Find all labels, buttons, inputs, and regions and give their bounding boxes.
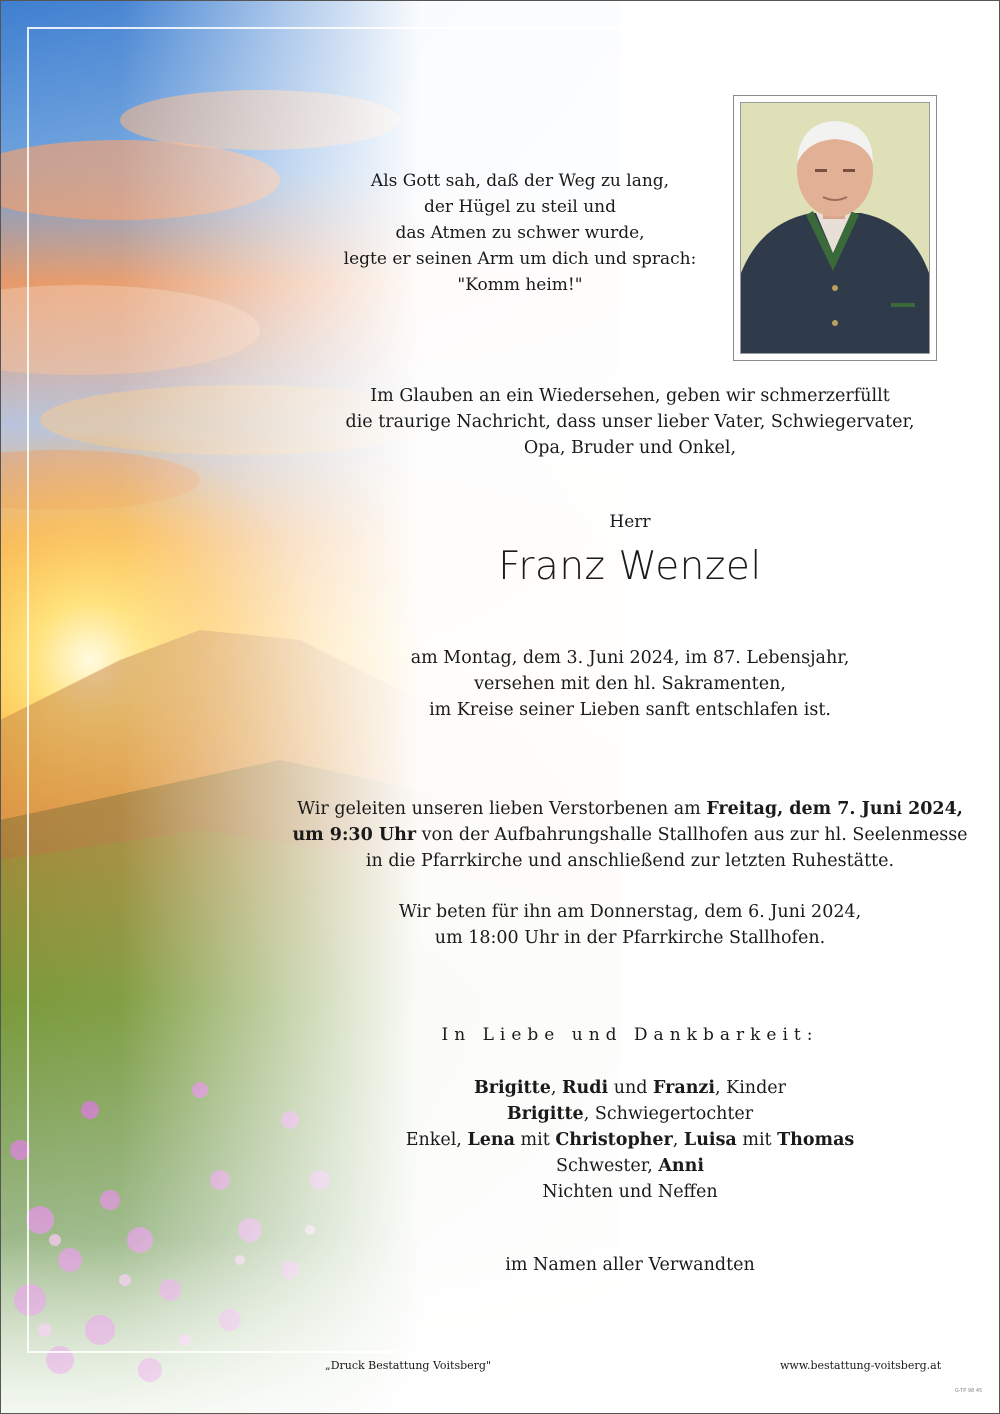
- relatives-line: im Namen aller Verwandten: [505, 1255, 755, 1275]
- mourner-name: Brigitte: [473, 1078, 551, 1098]
- mourner-text: Enkel,: [405, 1130, 468, 1150]
- funeral-line: in die Pfarrkirche und anschließend zur letzten Ruhestätte.: [365, 851, 895, 871]
- poem-line: der Hügel zu steil und: [423, 197, 616, 217]
- mourner-name: Anni: [658, 1156, 705, 1176]
- print-code: G-TP 98 45: [955, 1388, 983, 1394]
- mourner-name: Franzi: [653, 1078, 716, 1098]
- intro-line: die traurige Nachricht, dass unser lieber Vater, Schwiegervater,: [345, 412, 915, 432]
- mourner-text: und: [608, 1078, 654, 1098]
- mourner-name: Luisa: [683, 1130, 737, 1150]
- website-link[interactable]: www.bestattung-voitsberg.at: [780, 1359, 942, 1372]
- mourner-text: ,: [550, 1078, 562, 1098]
- death-line: im Kreise seiner Lieben sanft entschlafen ist.: [429, 700, 831, 720]
- funeral-time: um 9:30 Uhr: [292, 825, 417, 845]
- prayer-details: [360, 899, 900, 951]
- poem-line: das Atmen zu schwer wurde,: [395, 223, 645, 243]
- death-line: versehen mit den hl. Sakramenten,: [474, 674, 786, 694]
- funeral-text: Wir geleiten unseren lieben Verstorbenen am: [297, 799, 707, 819]
- prayer-line: Wir beten für ihn am Donnerstag, dem 6. Juni 2024,: [398, 902, 862, 922]
- mourners-line: [360, 1127, 900, 1153]
- thanks-heading: In Liebe und Dankbarkeit:: [441, 1025, 819, 1045]
- intro-line: Opa, Bruder und Onkel,: [523, 438, 737, 458]
- funeral-details: [290, 796, 970, 874]
- prayer-line: um 18:00 Uhr in der Pfarrkirche Stallhofen.: [434, 928, 826, 948]
- funeral-line: [290, 796, 970, 822]
- salutation: Herr: [609, 512, 651, 532]
- printer-credit: „Druck Bestattung Voitsberg": [325, 1359, 491, 1372]
- mourner-text: Schwester,: [555, 1156, 659, 1176]
- mourner-name: Christopher: [555, 1130, 673, 1150]
- mourner-text: mit: [736, 1130, 778, 1150]
- mourners-line: [360, 1153, 900, 1179]
- deceased-name: Franz Wenzel: [498, 544, 762, 589]
- mourner-name: Rudi: [561, 1078, 609, 1098]
- mourner-text: , Schwiegertochter: [583, 1104, 754, 1124]
- announcement-intro: [330, 383, 930, 461]
- mourners-list: [360, 1075, 900, 1205]
- intro-line: Im Glauben an ein Wiedersehen, geben wir schmerzerfüllt: [370, 386, 890, 406]
- funeral-date: Freitag, dem 7. Juni 2024,: [706, 799, 963, 819]
- death-line: am Montag, dem 3. Juni 2024, im 87. Lebensjahr,: [410, 648, 850, 668]
- mourners-line: [360, 1101, 900, 1127]
- poem-line: Als Gott sah, daß der Weg zu lang,: [370, 171, 670, 191]
- portrait-frame: [733, 95, 937, 361]
- funeral-text: von der Aufbahrungshalle Stallhofen aus zur hl. Seelenmesse: [416, 825, 968, 845]
- mourners-line: Nichten und Neffen: [542, 1182, 718, 1202]
- mourner-name: Brigitte: [506, 1104, 584, 1124]
- death-notice: [360, 645, 900, 723]
- mourner-text: mit: [514, 1130, 556, 1150]
- mourner-name: Lena: [467, 1130, 515, 1150]
- poem-line: "Komm heim!": [457, 275, 583, 295]
- poem-line: legte er seinen Arm um dich und sprach:: [343, 249, 697, 269]
- funeral-line: [290, 822, 970, 848]
- poem: [320, 168, 720, 298]
- mourners-line: [360, 1075, 900, 1101]
- mourner-text: , Kinder: [715, 1078, 787, 1098]
- mourner-name: Thomas: [777, 1130, 855, 1150]
- mourner-text: ,: [672, 1130, 684, 1150]
- portrait-photo: [740, 102, 930, 354]
